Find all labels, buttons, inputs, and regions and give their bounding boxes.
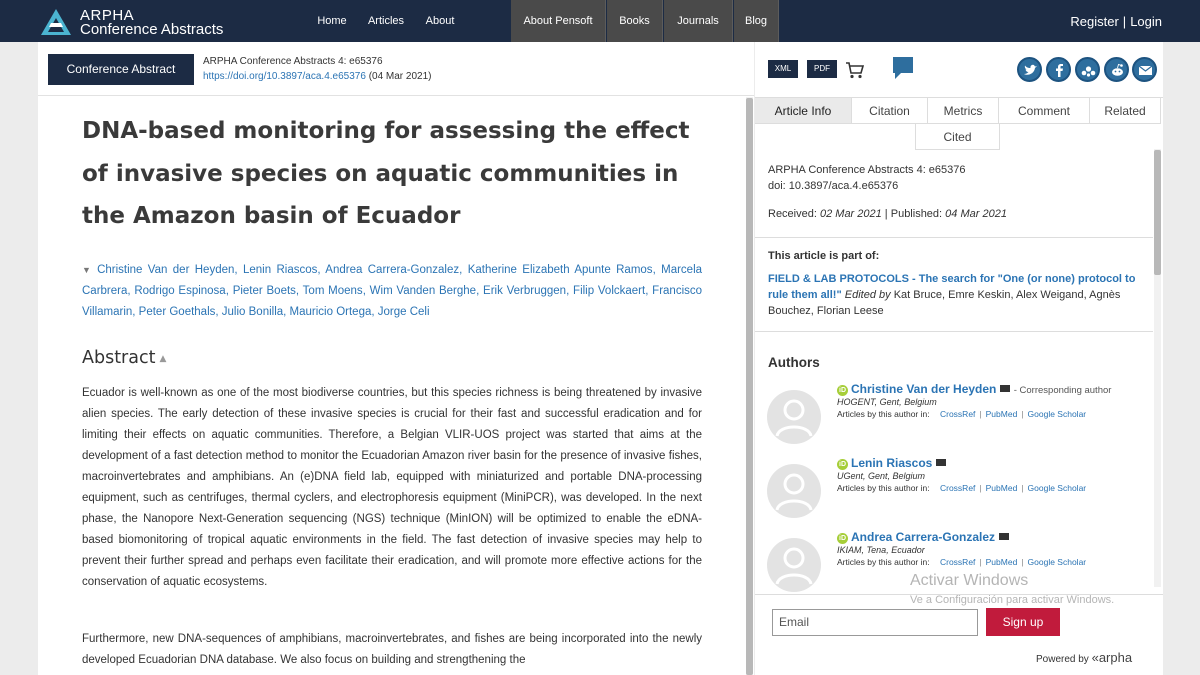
author-link[interactable]: Mauricio Ortega [289, 306, 372, 318]
facebook-icon[interactable] [1046, 57, 1071, 82]
nav-journals[interactable]: Journals [664, 0, 733, 42]
author-card-name [837, 382, 1111, 396]
avatar [767, 538, 821, 592]
author-card [767, 382, 1147, 452]
arpha-brand-logo[interactable]: «arpha [1091, 650, 1133, 665]
author-list-toggle-icon[interactable]: ▼ [82, 265, 94, 275]
comment-icon[interactable] [891, 55, 915, 81]
google-scholar-link[interactable]: Google Scholar [1027, 483, 1087, 493]
avatar [767, 464, 821, 518]
google-scholar-link[interactable]: Google Scholar [1027, 409, 1087, 419]
author-link[interactable]: Christine Van der Heyden [97, 264, 235, 276]
author-article-links: Articles by this author in: CrossRef | PubMed | Google Scholar [837, 557, 1087, 567]
author-link[interactable]: Marcela Carbrera [82, 264, 703, 297]
logo-text-subtitle: Conference Abstracts [80, 21, 224, 38]
windows-activation-hint: Ve a Configuración para activar Windows. [910, 594, 1115, 606]
tab-related[interactable]: Related [1090, 98, 1161, 124]
abstract-heading-text: Abstract [82, 348, 156, 368]
orcid-icon[interactable]: iD [839, 387, 846, 394]
author-card-name [837, 530, 1009, 544]
abstract-heading[interactable] [82, 348, 166, 368]
powered-by [1036, 650, 1132, 665]
author-link[interactable]: Peter Goethals [138, 306, 216, 318]
author-name-link[interactable]: Christine Van der Heyden [851, 382, 997, 396]
articles-by-label: Articles by this author in: [837, 483, 930, 493]
author-link[interactable]: Erik Verbruggen [483, 285, 567, 297]
twitter-icon[interactable] [1017, 57, 1042, 82]
articles-by-label: Articles by this author in: [837, 409, 930, 419]
nav-books[interactable]: Books [607, 0, 663, 42]
collection-info [768, 271, 1143, 319]
author-affiliation: HOGENT, Gent, Belgium [837, 397, 937, 407]
tab-cited[interactable]: Cited [915, 124, 1000, 150]
google-scholar-link[interactable]: Google Scholar [1027, 557, 1087, 567]
abstract-paragraph: Ecuador is well-known as one of the most biodiverse countries, but this species richness is being threatened by invasive alien species. The early detection of these invasive species is crucial for their fast and successful eradication and for limiting their effects on aquatic communities. Therefore, a Belgian VLIR-UOS project was started that aims at the development of a fast detection method to monitor the Ecuadorian Amazon river basin for the presence of invasive fishes, macroinvertebrates and amphibians. An (e)DNA field lab, equipped with miniaturized and portable DNA-processing equipment, such as centrifuges, thermal cyclers, and electrophoresis equipment (MiniPCR), was developed. In the next phase, the Nanopore Next-Generation sequencing (NGS) technique (MinION) will be optimized to enable the eDNA-based biomonitoring of tropical aquatic environments in the field. The fast detection of invasive species may help to prevent their further spread and perhaps even facilitate their eradication, and will promote more effective actions for the conservation of aquatic ecosystems. [82, 387, 702, 588]
abstract-paragraph: Furthermore, new DNA-sequences of amphibians, macroinvertebrates, and fishes are being incorporated into the newly developed Ecuadorian DNA database. We also focus on building and strengthening the [82, 633, 702, 666]
author-link[interactable]: Julio Bonilla [221, 306, 284, 318]
email-icon[interactable] [999, 533, 1009, 540]
collection-link[interactable]: FIELD & LAB PROTOCOLS - The search for "One (or none) protocol to rule them all!" [768, 273, 1136, 301]
doi-link[interactable]: https://doi.org/10.3897/aca.4.e65376 [203, 71, 366, 82]
crossref-link[interactable]: CrossRef [939, 557, 976, 567]
divider [755, 331, 1153, 332]
windows-activation-watermark: Activar Windows [910, 572, 1029, 589]
published-label: Published: [890, 208, 943, 220]
nav-home[interactable]: Home [317, 15, 347, 27]
authors-heading: Authors [768, 355, 820, 370]
top-navbar [0, 0, 1200, 42]
download-pdf-button[interactable]: PDF [807, 60, 837, 78]
email-share-icon[interactable] [1132, 57, 1157, 82]
divider [38, 95, 754, 96]
author-name-link[interactable]: Lenin Riascos [851, 456, 933, 470]
pubmed-link[interactable]: PubMed [985, 483, 1018, 493]
collection-editors: Kat Bruce, Emre Keskin, Alex Weigand, Agnès Bouchez, Florian Leese [768, 289, 1121, 317]
sign-up-button[interactable]: Sign up [986, 608, 1060, 636]
author-link[interactable]: Andrea Carrera-Gonzalez [325, 264, 460, 276]
nav-blog[interactable]: Blog [734, 0, 779, 42]
orcid-icon[interactable]: iD [839, 535, 846, 542]
login-link[interactable]: Login [1130, 14, 1162, 29]
edited-by-label: Edited by [844, 289, 891, 301]
register-link[interactable]: Register [1070, 14, 1119, 29]
nav-about[interactable]: About [425, 15, 455, 27]
part-of-heading: This article is part of: [768, 250, 880, 262]
arpha-brand-text: arpha [1098, 650, 1133, 665]
sidebar-doi: doi: 10.3897/aca.4.e65376 [768, 180, 899, 192]
arpha-logo-icon [40, 8, 72, 36]
logo-text-arpha: ARPHA [80, 7, 135, 24]
tab-citation[interactable]: Citation [852, 98, 928, 124]
author-link[interactable]: Wim Vanden Berghe [369, 285, 477, 297]
pubmed-link[interactable]: PubMed [985, 409, 1018, 419]
author-link[interactable]: Rodrigo Espinosa [134, 285, 226, 297]
collapse-caret-icon[interactable]: ▲ [159, 354, 167, 364]
article-citation-header [203, 54, 432, 84]
article-type-badge: Conference Abstract [48, 54, 194, 85]
divider [755, 237, 1153, 238]
author-link[interactable]: Tom Moens [302, 285, 363, 297]
publication-date: (04 Mar 2021) [368, 71, 432, 82]
pubmed-link[interactable]: PubMed [985, 557, 1018, 567]
arpha-logo[interactable] [40, 8, 250, 36]
avatar [767, 390, 821, 444]
email-icon[interactable] [936, 459, 946, 466]
sidebar-tabs [755, 97, 1163, 149]
auth-separator: | [1122, 14, 1127, 29]
reddit-icon[interactable] [1104, 57, 1129, 82]
tab-article-info[interactable]: Article Info [755, 98, 852, 124]
author-article-links: Articles by this author in: CrossRef | PubMed | Google Scholar [837, 409, 1087, 419]
author-affiliation: UGent, Gent, Belgium [837, 471, 926, 481]
email-icon[interactable] [1000, 385, 1010, 392]
article-title: DNA-based monitoring for assessing the effect of invasive species on aquatic communities in the Amazon basin of Ecuador [82, 118, 690, 229]
received-label: Received: [768, 208, 817, 220]
auth-links [1070, 0, 1162, 42]
crossref-link[interactable]: CrossRef [939, 409, 976, 419]
author-link[interactable]: Katherine Elizabeth Apunte Ramos [467, 264, 653, 276]
author-article-links: Articles by this author in: CrossRef | PubMed | Google Scholar [837, 483, 1087, 493]
sidebar-scrollbar-thumb[interactable] [1154, 150, 1161, 275]
author-affiliation: IKIAM, Tena, Ecuador [837, 545, 925, 555]
published-date: 04 Mar 2021 [945, 208, 1007, 220]
sidebar-journal-ref: ARPHA Conference Abstracts 4: e65376 [768, 164, 966, 176]
author-card-name [837, 456, 946, 470]
author-list: ▼ Christine Van der Heyden, Lenin Riascos, Andrea Carrera-Gonzalez, Katherine Elizabeth Apunte Ramos, Marcela Carbrera, Rodrigo Espinosa, Pieter Boets, Tom Moens, Wim Vanden Berghe, Erik Verbruggen, Filip Volckaert, Francisco Villamarin, Peter Goethals, Julio Bonilla, Mauricio Ortega, Jorge Celi [82, 264, 703, 318]
sidebar-dates: Received: 02 Mar 2021 | Published: 04 Mar 2021 [768, 208, 1007, 220]
author-card [767, 456, 1147, 526]
author-link[interactable]: Francisco Villamarin [82, 285, 703, 318]
author-name-link[interactable]: Andrea Carrera-Gonzalez [851, 530, 996, 544]
author-link[interactable]: Jorge Celi [377, 306, 430, 318]
download-xml-button[interactable]: XML [768, 60, 798, 78]
tab-comment[interactable]: Comment [999, 98, 1090, 124]
nav-articles[interactable]: Articles [367, 15, 405, 27]
articles-by-label: Articles by this author in: [837, 557, 930, 567]
powered-by-label: Powered by [1036, 654, 1089, 665]
author-link[interactable]: Lenin Riascos [242, 264, 318, 276]
email-input[interactable]: Email [772, 609, 978, 636]
corresponding-author-label: - Corresponding author [1013, 385, 1112, 396]
main-scrollbar-thumb[interactable] [746, 98, 753, 675]
mendeley-icon[interactable] [1075, 57, 1100, 82]
received-date: 02 Mar 2021 [819, 208, 882, 220]
orcid-icon[interactable]: iD [839, 461, 846, 468]
article-main [38, 42, 754, 675]
author-link[interactable]: Pieter Boets [232, 285, 296, 297]
tab-metrics[interactable]: Metrics [928, 98, 999, 124]
cart-icon[interactable] [845, 60, 865, 80]
author-link[interactable]: Filip Volckaert [573, 285, 646, 297]
nav-about-pensoft[interactable]: About Pensoft [511, 0, 606, 42]
journal-reference: ARPHA Conference Abstracts 4: e65376 [203, 56, 383, 67]
crossref-link[interactable]: CrossRef [939, 483, 976, 493]
